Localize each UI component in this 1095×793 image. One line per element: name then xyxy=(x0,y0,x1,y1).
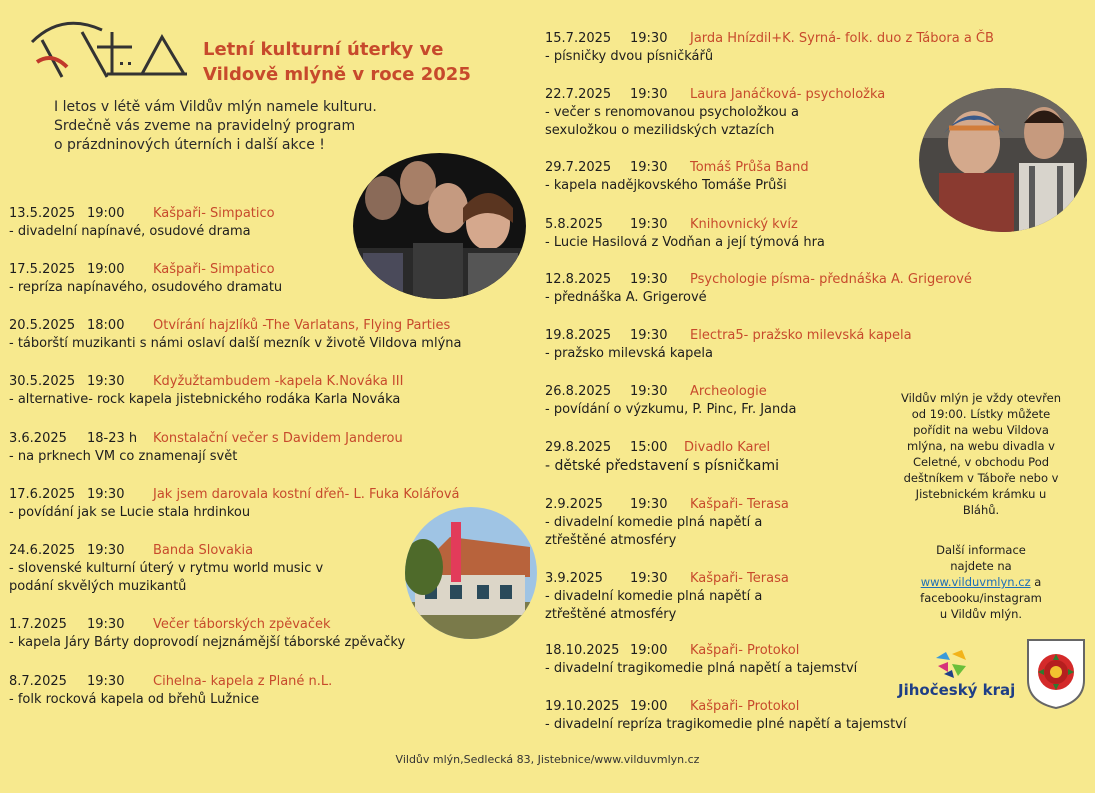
event-item xyxy=(9,486,459,522)
event-time: 19:00 xyxy=(87,262,125,277)
event-item xyxy=(545,570,789,624)
event-item xyxy=(9,430,403,466)
group-photo xyxy=(353,153,526,299)
event-item xyxy=(545,271,972,307)
event-time: 15:00 xyxy=(630,440,668,455)
event-time: 19:30 xyxy=(630,497,668,512)
event-time: 19:30 xyxy=(87,487,125,502)
event-desc: - pražsko milevská kapela xyxy=(545,346,713,361)
event-date: 30.5.2025 xyxy=(9,374,76,389)
event-date: 3.9.2025 xyxy=(545,571,603,586)
event-item xyxy=(9,673,332,709)
event-desc: - divadelní komedie plná napětí a xyxy=(545,515,763,530)
event-time: 19:30 xyxy=(630,87,668,102)
event-desc: - táborští muzikanti s námi oslaví další mezník v životě Vildova mlýna xyxy=(9,336,462,351)
event-desc: - kapela nadějkovského Tomáše Průši xyxy=(545,178,787,193)
event-time: 19:30 xyxy=(87,374,125,389)
event-desc: - divadelní komedie plná napětí a xyxy=(545,589,763,604)
intro-text: I letos v létě vám Vildův mlýn namele kulturu. Srdečně vás zveme na pravidelný program o prázdninových úterních i další akce ! xyxy=(54,99,377,153)
event-time: 18:00 xyxy=(87,318,125,333)
event-name: Banda Slovakia xyxy=(153,543,254,558)
event-date: 8.7.2025 xyxy=(9,674,67,689)
event-name: Kašpaři- Terasa xyxy=(690,497,789,512)
event-date: 29.7.2025 xyxy=(545,160,612,175)
event-desc: - přednáška A. Grigerové xyxy=(545,290,707,305)
event-item xyxy=(9,373,403,409)
event-name: Kašpaři- Simpatico xyxy=(153,262,275,277)
event-time: 19:30 xyxy=(87,543,125,558)
event-desc-cont: ztřeštěné atmosféry xyxy=(545,607,677,622)
event-name: Jak jsem darovala kostní dřeň- L. Fuka Kolářová xyxy=(153,487,460,502)
event-name: Kašpaři- Terasa xyxy=(690,571,789,586)
event-date: 18.10.2025 xyxy=(545,643,620,658)
event-time: 19:30 xyxy=(630,571,668,586)
event-desc: - povídání o výzkumu, P. Pinc, Fr. Janda xyxy=(545,402,797,417)
event-desc-cont: podání skvělých muzikantů xyxy=(9,579,187,594)
event-time: 18-23 h xyxy=(87,431,138,446)
event-date: 15.7.2025 xyxy=(545,31,612,46)
event-date: 13.5.2025 xyxy=(9,206,76,221)
event-date: 22.7.2025 xyxy=(545,87,612,102)
event-name: Kašpaři- Protokol xyxy=(690,643,800,658)
event-desc: - repríza napínavého, osudového dramatu xyxy=(9,280,283,295)
event-item xyxy=(545,30,994,66)
event-name: Konstalační večer s Davidem Janderou xyxy=(153,431,403,446)
event-date: 3.6.2025 xyxy=(9,431,67,446)
event-name: Cihelna- kapela z Plané n.L. xyxy=(153,674,333,689)
event-desc: - povídání jak se Lucie stala hrdinkou xyxy=(9,505,251,520)
event-name: Electra5- pražsko milevská kapela xyxy=(690,328,912,343)
event-desc-cont: sexuložkou o mezilidských vztazích xyxy=(545,123,775,138)
event-name: Kdyžuž​tambudem -kapela K.Nováka III xyxy=(153,374,404,389)
event-item xyxy=(545,439,779,475)
event-time: 19:30 xyxy=(87,674,125,689)
event-time: 19:00 xyxy=(630,699,668,714)
event-item xyxy=(545,327,912,363)
event-date: 19.10.2025 xyxy=(545,699,620,714)
event-name: Archeologie xyxy=(690,384,767,399)
event-item xyxy=(545,383,796,419)
footer-address: Vildův mlýn,Sedlecká 83, Jistebnice/www.vilduvmlyn.cz xyxy=(395,753,700,766)
event-desc: - alternative- rock kapela jistebnického rodáka Karla Nováka xyxy=(9,392,401,407)
event-item xyxy=(545,159,809,195)
vildluv-mlyn-logo xyxy=(22,12,192,92)
event-item xyxy=(9,205,275,241)
event-name: Večer táborských zpěvaček xyxy=(153,617,331,632)
event-desc: - dětské představení s písničkami xyxy=(545,458,780,474)
event-date: 24.6.2025 xyxy=(9,543,76,558)
event-desc: - divadelní tragikomedie plná napětí a tajemství xyxy=(545,661,858,676)
event-desc: - na prknech VM co znamenají svět xyxy=(9,449,238,464)
more-info: Další informace najdete na www.vilduvmlyn.cz a facebooku/instagram u Vildův mlýn. xyxy=(920,543,1042,621)
event-item xyxy=(9,542,323,596)
event-item xyxy=(545,86,885,140)
opening-info: Vildův mlýn je vždy otevřen od 19:00. Lístky můžete pořídit na webu Vildova mlýna, na webu divadla v Celetné, v obchodu Pod deštníkem v Táboře nebo v Jistebnickém krámku u Bláhů. xyxy=(901,391,1061,517)
event-date: 1.7.2025 xyxy=(9,617,67,632)
event-name: Knihovnický kvíz xyxy=(690,217,798,232)
mill-building-photo xyxy=(405,507,537,639)
jihocesky-kraj-label: Jihočeský kraj xyxy=(898,681,1016,699)
event-name: Kašpaři- Protokol xyxy=(690,699,800,714)
event-date: 29.8.2025 xyxy=(545,440,612,455)
event-name: Jarda Hnízdil+K. Syrná- folk. duo z Tábora a ČB xyxy=(690,31,994,46)
event-name: Psychologie písma- přednáška A. Grigerové xyxy=(690,272,972,287)
event-time: 19:30 xyxy=(630,328,668,343)
event-time: 19:30 xyxy=(87,617,125,632)
event-date: 2.9.2025 xyxy=(545,497,603,512)
event-desc: - večer s renomovanou psycholožkou a xyxy=(545,105,799,120)
event-date: 17.5.2025 xyxy=(9,262,76,277)
event-time: 19:00 xyxy=(630,643,668,658)
event-item xyxy=(545,642,857,678)
event-desc: - kapela Járy Bárty doprovodí nejznámější táborské zpěvačky xyxy=(9,635,406,650)
event-name: Laura Janáčková- psycholožka xyxy=(690,87,886,102)
event-date: 12.8.2025 xyxy=(545,272,612,287)
event-desc: - divadelní repríza tragikomedie plné napětí a tajemství xyxy=(545,717,907,732)
event-desc-cont: ztřeštěné atmosféry xyxy=(545,533,677,548)
event-time: 19:30 xyxy=(630,384,668,399)
event-name: Otvírání hajzlíků -The Varlatans, Flying Parties xyxy=(153,318,451,333)
event-date: 5.8.2025 xyxy=(545,217,603,232)
event-time: 19:30 xyxy=(630,160,668,175)
event-name: Divadlo Karel xyxy=(684,440,771,455)
event-name: Kašpaři- Simpatico xyxy=(153,206,275,221)
jihocesky-kraj-logo-icon xyxy=(932,648,972,680)
event-desc: - folk rocková kapela od břehů Lužnice xyxy=(9,692,260,707)
event-item xyxy=(9,317,461,353)
event-date: 17.6.2025 xyxy=(9,487,76,502)
event-date: 26.8.2025 xyxy=(545,384,612,399)
coat-of-arms-icon xyxy=(1026,638,1086,710)
event-desc: - písničky dvou písničkářů xyxy=(545,49,714,64)
event-desc: - divadelní napínavé, osudové drama xyxy=(9,224,251,239)
event-date: 19.8.2025 xyxy=(545,328,612,343)
event-name: Tomáš Průša Band xyxy=(690,160,809,175)
event-time: 19:30 xyxy=(630,31,668,46)
event-item xyxy=(545,216,825,252)
event-item xyxy=(545,496,789,550)
event-desc: - Lucie Hasilová z Vodňan a její týmová hra xyxy=(545,235,825,250)
event-desc: - slovenské kulturní úterý v rytmu world music v xyxy=(9,561,324,576)
event-time: 19:30 xyxy=(630,217,668,232)
website-link[interactable]: www.vilduvmlyn.cz xyxy=(920,575,1031,589)
event-item xyxy=(9,616,405,652)
event-item xyxy=(545,698,906,734)
page-title: Letní kulturní úterky ve Vildově mlýně v roce 2025 xyxy=(203,39,471,85)
event-time: 19:00 xyxy=(87,206,125,221)
couple-photo xyxy=(919,88,1087,232)
event-item xyxy=(9,261,282,297)
event-date: 20.5.2025 xyxy=(9,318,76,333)
event-time: 19:30 xyxy=(630,272,668,287)
